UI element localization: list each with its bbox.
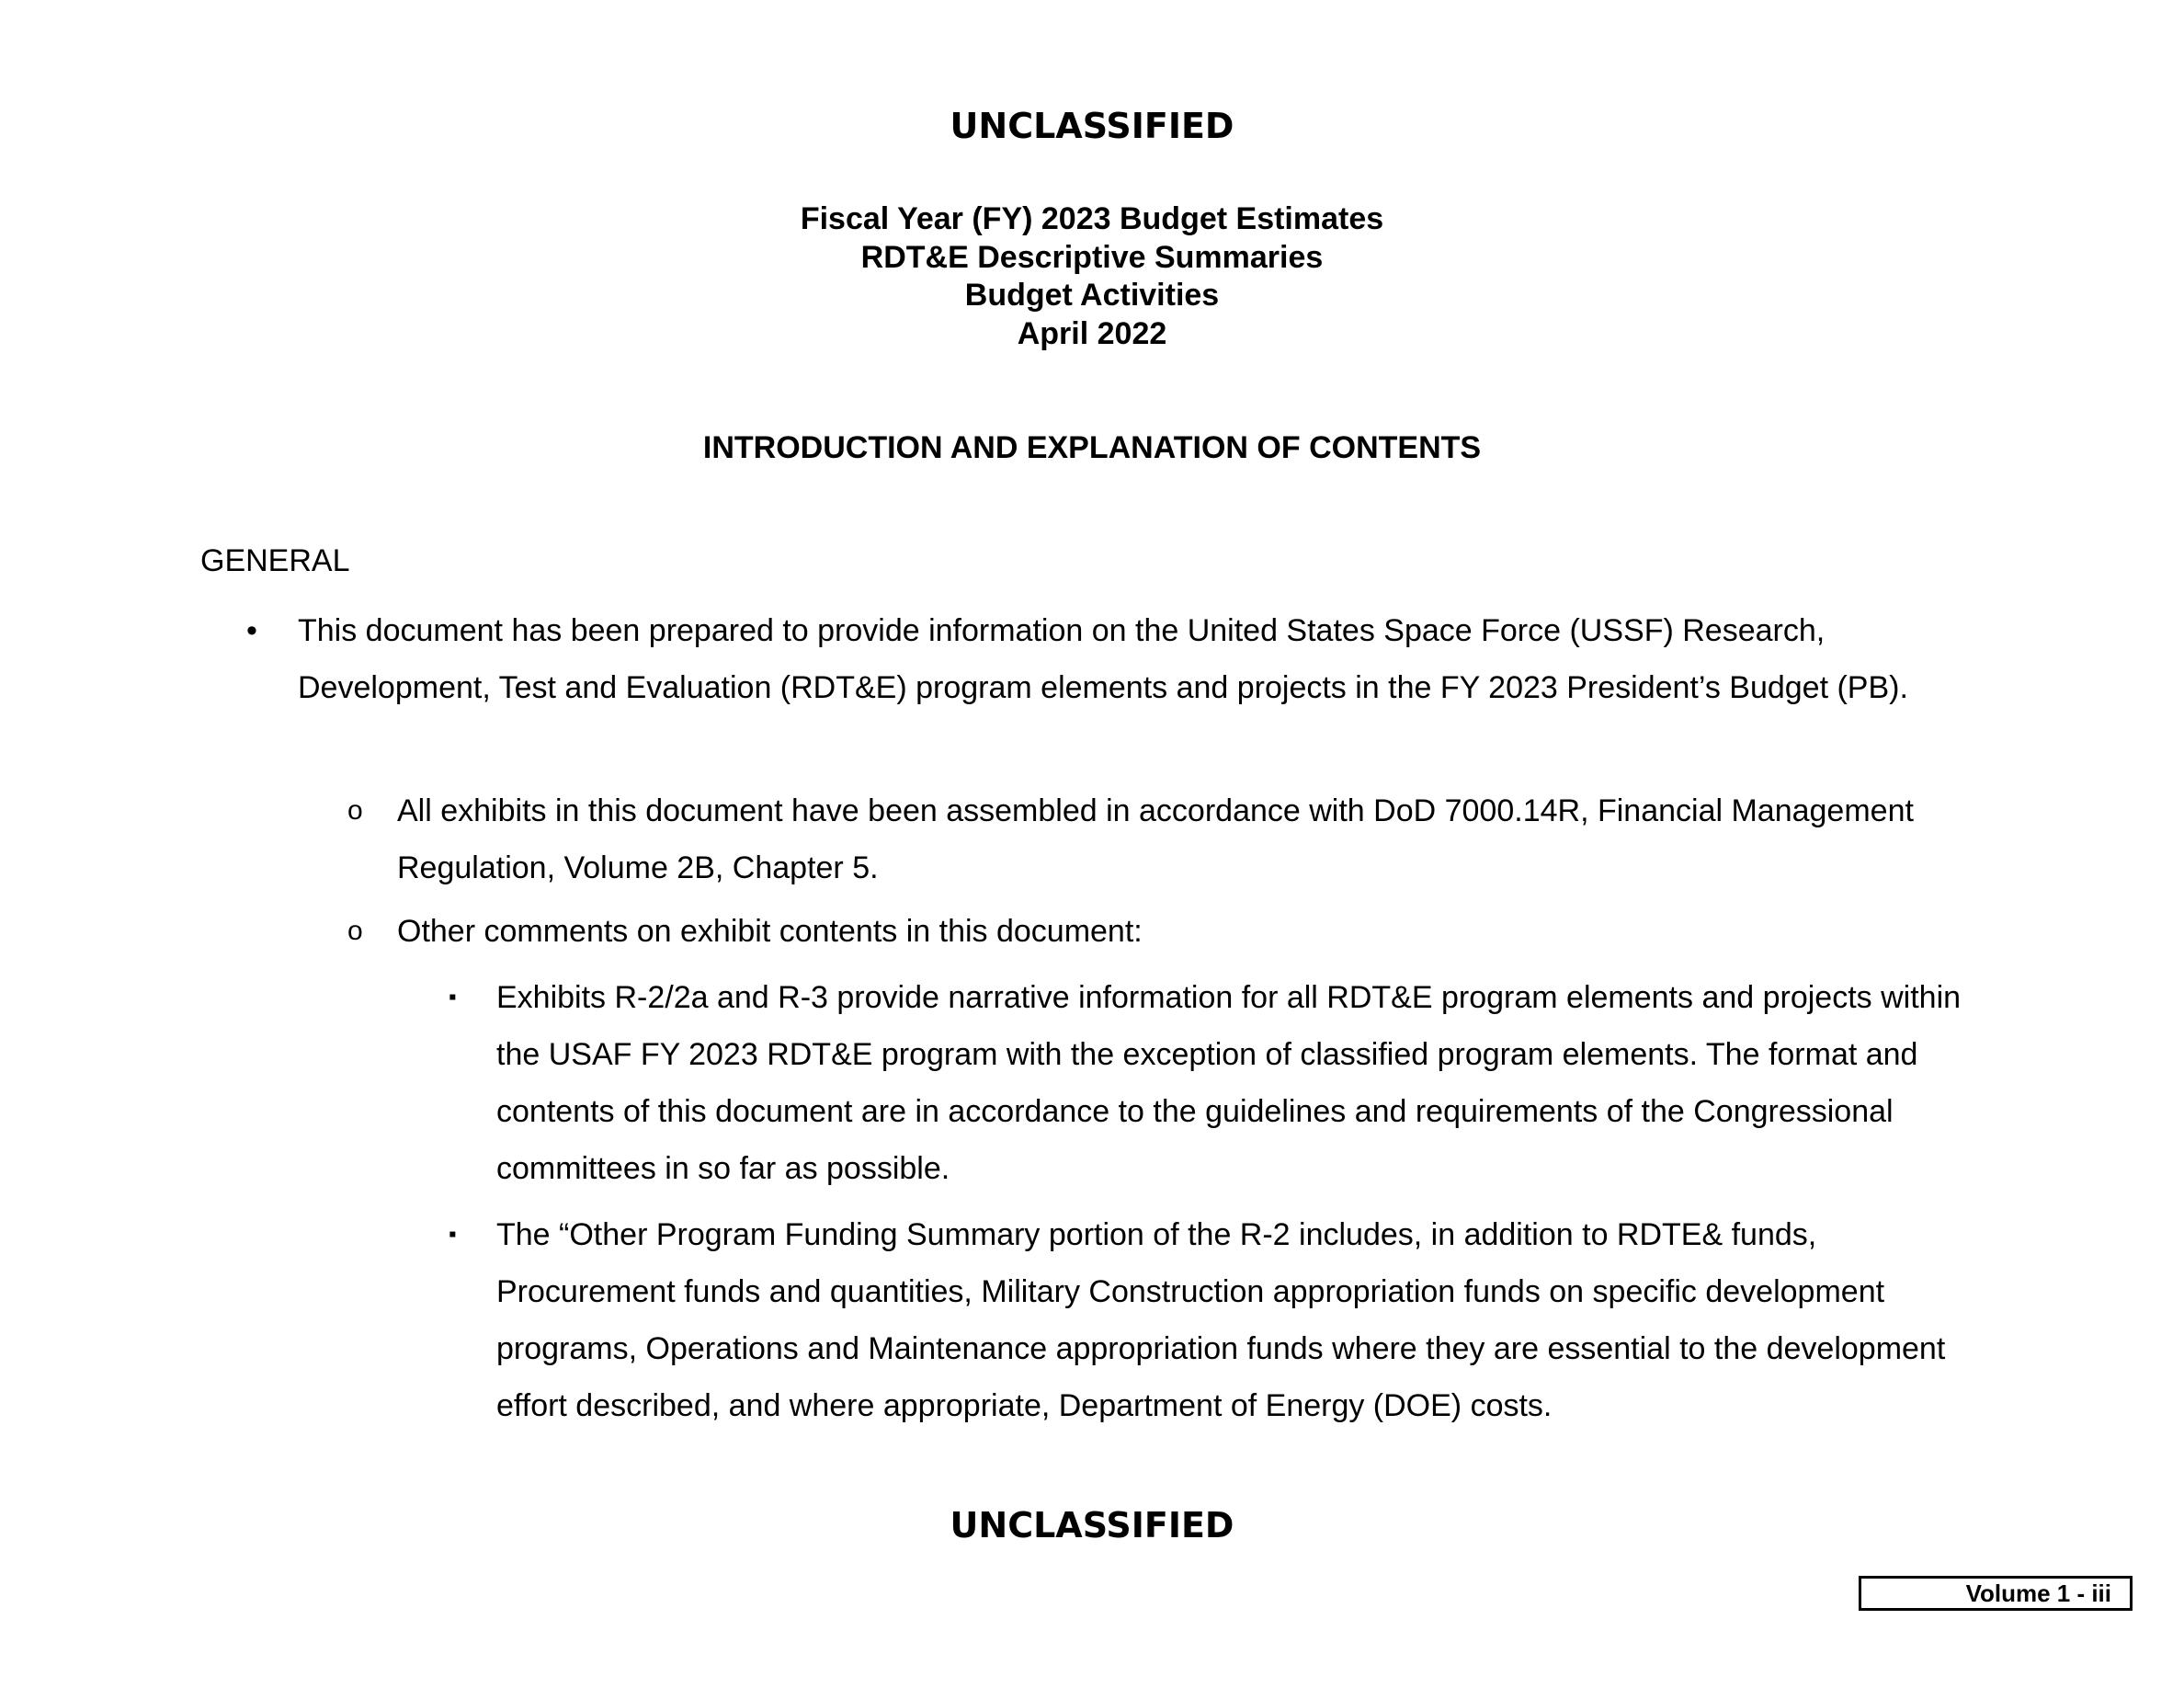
section-label-general: GENERAL xyxy=(200,543,350,578)
bullet-square-icon: ▪ xyxy=(449,985,457,1009)
bullet-circle-icon: o xyxy=(347,916,363,946)
bullet-circle-icon: o xyxy=(347,795,363,826)
title-line-date: April 2022 xyxy=(1017,315,1167,351)
list-item-level3: The “Other Program Funding Summary portion of the R-2 includes, in addition to RDTE& funds, Procurement funds and quantities, Military Construction appropriation funds on specific development programs, Operations and Maintenance appropriation funds where they are essential to the development effort described, and where appropriate, Department of Energy (DOE) costs. xyxy=(496,1217,1946,1423)
bullet-square-icon: ▪ xyxy=(449,1222,457,1247)
page-number-box: Volume 1 - iii xyxy=(1859,1576,2133,1611)
title-line-fiscal-year: Fiscal Year (FY) 2023 Budget Estimates xyxy=(800,201,1384,236)
list-item-level2: All exhibits in this document have been assembled in accordance with DoD 7000.14R, Financial Management Regulation, Volume 2B, Chapter 5. xyxy=(397,793,1914,885)
list-item-level2: Other comments on exhibit contents in this document: xyxy=(397,914,1143,949)
list-item-level1: This document has been prepared to provide information on the United States Space Force (USSF) Research, Development, Test and Evaluation (RDT&E) program elements and projects in the FY 2023 President’s Budget (PB). xyxy=(298,613,1908,705)
list-item-level3: Exhibits R-2/2a and R-3 provide narrative information for all RDT&E program elements and projects within the USAF FY 2023 RDT&E program with the exception of classified program elements. The format and contents of this document are in accordance to the guidelines and requirements of the Congressional committees in so far as possible. xyxy=(496,980,1962,1186)
title-line-budget-activities: Budget Activities xyxy=(964,278,1220,313)
document-title-block xyxy=(0,200,2184,353)
title-line-descriptive-summaries: RDT&E Descriptive Summaries xyxy=(860,239,1324,275)
section-heading: INTRODUCTION AND EXPLANATION OF CONTENTS xyxy=(702,430,1482,465)
classification-banner-bottom: UNCLASSIFIED xyxy=(950,1505,1234,1545)
bullet-disc-icon: • xyxy=(246,613,257,648)
classification-banner-top: UNCLASSIFIED xyxy=(950,106,1234,146)
